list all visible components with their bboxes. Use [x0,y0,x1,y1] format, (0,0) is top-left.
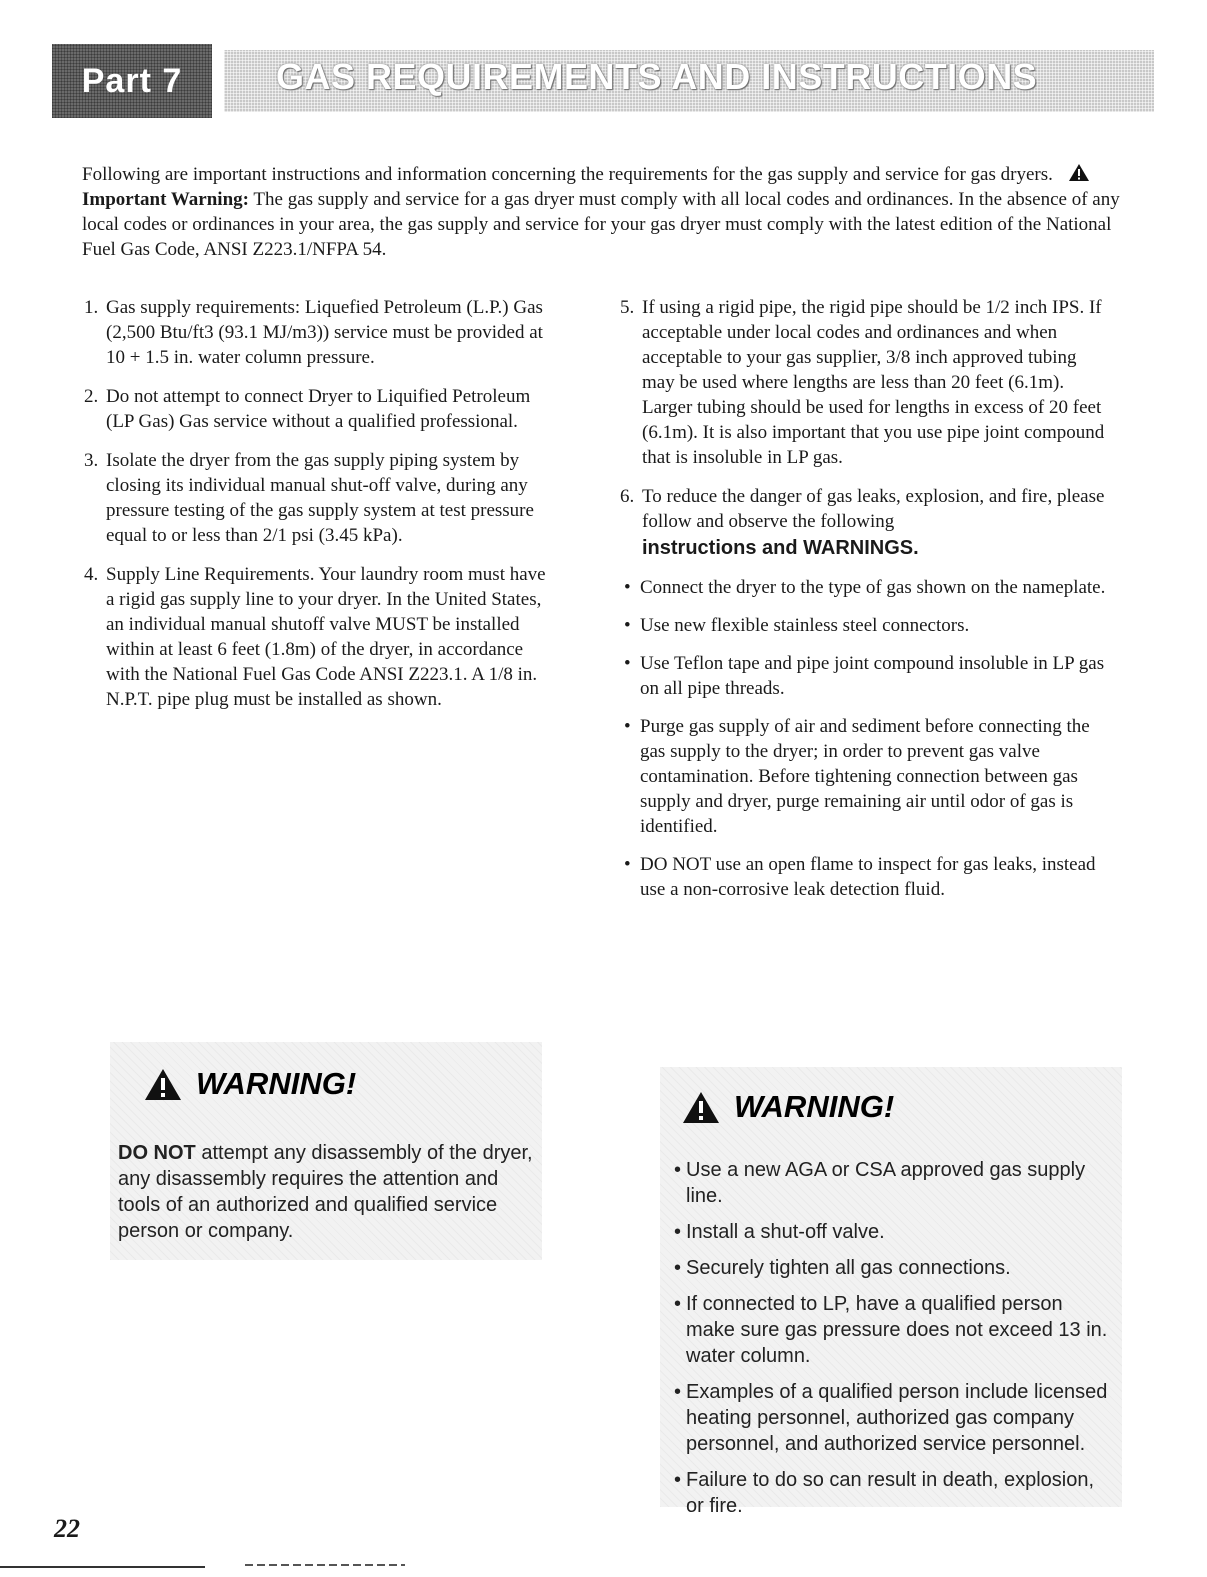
bullet-item [620,651,1110,701]
warning-title: WARNING! [196,1066,357,1101]
item-number: 3. [84,450,99,471]
warning-heading [144,1066,356,1102]
left-column [84,295,554,726]
warning-item-text: Use a new AGA or CSA approved gas supply line. [686,1159,1086,1207]
bullet-glyph: • [674,1159,682,1181]
warning-box-disassembly [110,1042,542,1260]
list-item [84,295,554,370]
warning-item-text: Securely tighten all gas connections. [686,1257,1011,1279]
warning-list-item [674,1157,1114,1209]
warning-triangle-icon [682,1091,720,1124]
right-column [620,295,1110,915]
instructions-emphasis: instructions and WARNINGS. [642,537,919,559]
footer-rule [0,1566,205,1568]
list-item [84,384,554,434]
list-item [84,562,554,712]
item-number: 2. [84,386,99,407]
bullet-text: Purge gas supply of air and sediment before connecting the gas supply to the dryer; in order to prevent gas valve contamination. Before tightening connection between gas supply and dryer, purge remaining air until odor of gas is identified. [640,716,1090,837]
bullet-glyph: • [624,577,631,598]
item-text: Isolate the dryer from the gas supply piping system by closing its individual manual shut-off valve, during any pressure testing of the gas supply system at test pressure equal to or less than 2/1 psi (3.45 kPa). [106,450,534,546]
item-text: Supply Line Requirements. Your laundry room must have a rigid gas supply line to your dryer. In the United States, an individual manual shutoff valve MUST be installed within at least 6 feet (1.8m) of the dryer, in accordance with the National Fuel Gas Code ANSI Z223.1. A 1/8 in. N.P.T. pipe plug must be installed as shown. [106,564,546,710]
intro-paragraph [82,162,1122,262]
bullet-text: Use Teflon tape and pipe joint compound insoluble in LP gas on all pipe threads. [640,653,1105,699]
important-warning-label: Important Warning: [82,189,249,210]
bullet-glyph: • [674,1257,682,1279]
item-text: To reduce the danger of gas leaks, explosion, and fire, please follow and observe the following [642,486,1105,532]
bullet-glyph: • [624,615,631,636]
warning-list [674,1157,1114,1529]
warning-triangle-icon [1068,163,1090,182]
warning-list-item [674,1255,1114,1281]
warning-text: attempt any disassembly of the dryer, any disassembly requires the attention and tools of an authorized and qualified service person or company. [118,1142,533,1242]
bullet-item [620,613,1110,638]
list-item [84,448,554,548]
bullet-glyph: • [674,1381,682,1403]
do-not-label: DO NOT [118,1142,196,1164]
item-number: 6. [620,486,635,507]
bullet-glyph: • [674,1293,682,1315]
bullet-item [620,852,1110,902]
list-item [620,295,1110,470]
bullet-glyph: • [624,653,631,674]
warning-body [118,1140,538,1244]
list-item [620,484,1110,561]
item-number: 5. [620,297,635,318]
warning-item-text: If connected to LP, have a qualified person make sure gas pressure does not exceed 13 in. water column. [686,1293,1108,1367]
bullet-text: Connect the dryer to the type of gas shown on the nameplate. [640,577,1106,598]
bullet-item [620,575,1110,600]
item-text: If using a rigid pipe, the rigid pipe should be 1/2 inch IPS. If acceptable under local codes and ordinances and when acceptable to your gas supplier, 3/8 inch approved tubing may be used where lengths are less than 20 feet (6.1m). Larger tubing should be used for lengths in excess of 20 feet (6.1m). It is also important that you use pipe joint compound that is insoluble in LP gas. [642,297,1105,468]
page-header [52,44,1154,118]
bullet-glyph: • [624,716,631,737]
bullet-glyph: • [674,1469,682,1491]
page-number: 22 [54,1514,80,1543]
warning-list-item [674,1291,1114,1369]
warning-box-gas [660,1067,1122,1517]
intro-warning-text: The gas supply and service for a gas dryer must comply with all local codes and ordinances. In the absence of any local codes or ordinances in your area, the gas supply and service for your gas dryer must comply with the latest edition of the National Fuel Gas Code, ANSI Z223.1/NFPA 54. [82,189,1120,260]
bullet-item [620,714,1110,839]
bullet-glyph: • [624,854,631,875]
warning-item-text: Install a shut-off valve. [686,1221,885,1243]
item-text: Gas supply requirements: Liquefied Petroleum (L.P.) Gas (2,500 Btu/ft3 (93.1 MJ/m3)) service must be provided at 10 + 1.5 in. water column pressure. [106,297,543,368]
warning-list-item [674,1467,1114,1519]
item-number: 4. [84,564,99,585]
bullet-glyph: • [674,1221,682,1243]
item-number: 1. [84,297,99,318]
page-title: GAS REQUIREMENTS AND INSTRUCTIONS [276,56,1038,97]
warning-triangle-icon [144,1068,182,1101]
footer-rule-dashed [245,1564,405,1566]
warning-list-item [674,1219,1114,1245]
bullet-text: DO NOT use an open flame to inspect for gas leaks, instead use a non-corrosive leak detection fluid. [640,854,1096,900]
warning-item-text: Failure to do so can result in death, explosion, or fire. [686,1469,1095,1517]
warning-heading [682,1089,894,1125]
warning-item-text: Examples of a qualified person include licensed heating personnel, authorized gas company personnel, and authorized service personnel. [686,1381,1108,1455]
part-label: Part 7 [52,44,212,118]
warning-title: WARNING! [734,1089,895,1124]
warning-list-item [674,1379,1114,1457]
intro-text: Following are important instructions and information concerning the requirements for the gas supply and service for gas dryers. [82,164,1053,185]
title-bar [224,50,1154,112]
item-text: Do not attempt to connect Dryer to Liquified Petroleum (LP Gas) Gas service without a qualified professional. [106,386,531,432]
bullet-text: Use new flexible stainless steel connectors. [640,615,970,636]
